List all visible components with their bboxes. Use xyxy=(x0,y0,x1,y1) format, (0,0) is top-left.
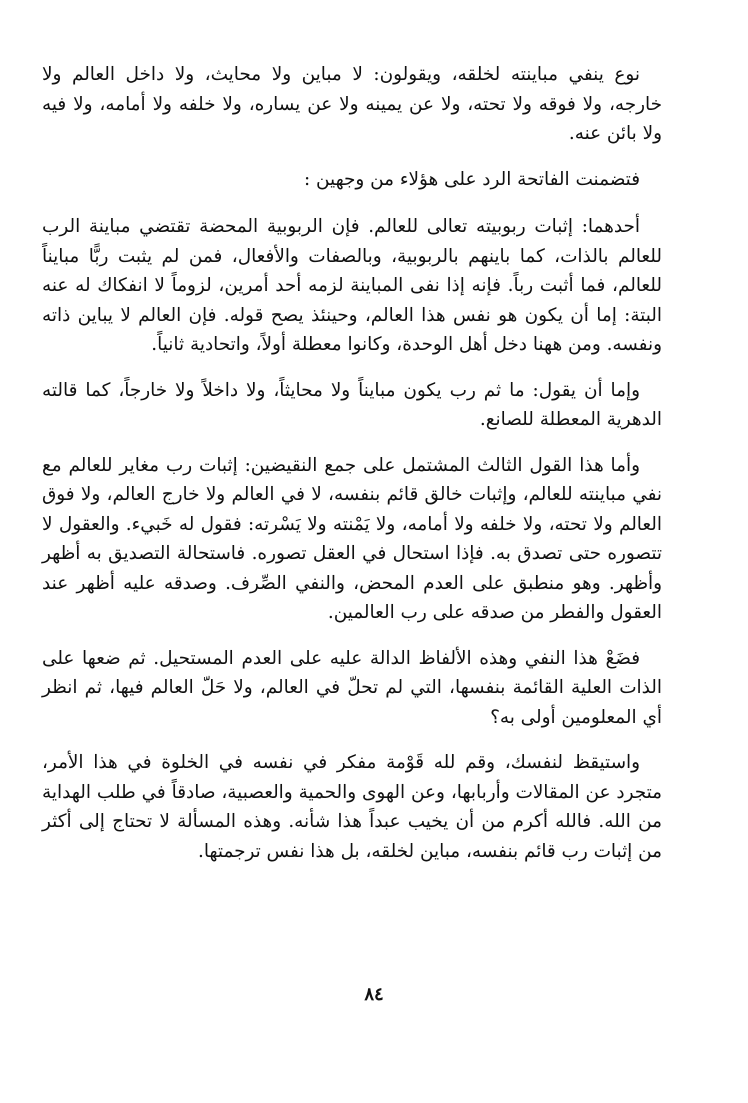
paragraph-comparison: فضَعْ هذا النفي وهذه الألفاظ الدالة عليه على العدم المستحيل. ثم ضعها على الذات العلية القائمة بنفسها، التي لم تحلّ في العالم، ولا حَلّ العالم فيها، ثم انظر أي المعلومين أولى به؟ xyxy=(42,647,662,728)
paragraph-opening: نوع ينفي مباينته لخلقه، ويقولون: لا مباين ولا محايث، ولا داخل العالم ولا خارجه، ولا فوقه ولا تحته، ولا عن يمينه ولا عن يساره، ولا خلفه ولا أمامه، ولا فيه ولا بائن عنه. xyxy=(42,64,662,144)
paragraph-first-aspect: أحدهما: إثبات ربوبيته تعالى للعالم. فإن الربوبية المحضة تقتضي مباينة الرب للعالم بالذات، كما باينهم بالربوبية، وبالصفات والأفعال، فمن لم يثبت ربًّا مبايناً للعالم، فما أثبت رباً. فإنه إذا نفى المباينة لزمه أحد أمرين، لزوماً لا انفكاك له عنه البتة: إما أن يكون هو نفس هذا العالم، وحينئذ يصح قوله. فإن العالم لا يباين ذاته ونفسه. ومن ههنا دخل أهل الوحدة، وكانوا معطلة أولاً، واتحادية ثانياً. xyxy=(42,216,662,355)
page-body xyxy=(42,60,662,882)
paragraph-third-view: وأما هذا القول الثالث المشتمل على جمع النقيضين: إثبات رب مغاير للعالم مع نفي مباينته للعالم، وإثبات خالق قائم بنفسه، لا في العالم ولا خارج العالم، ولا فوق العالم ولا تحته، ولا خلفه ولا أمامه، ولا يَمْنته ولا يَسْرته: فقول له خَبيء. والعقول لا تتصوره حتى تصدق به. فإذا استحال في العقل تصوره. فاستحالة التصديق به أظهر وأظهر. وهو منطبق على العدم المحض، والنفي الصِّرف. وصدقه عليه أظهر عند العقول والفطر من صدقه على رب العالمين. xyxy=(42,454,662,623)
page-number: ٨٤ xyxy=(364,984,384,1005)
paragraph-conclusion: واستيقظ لنفسك، وقم لله قَوْمة مفكر في نفسه في الخلوة في هذا الأمر، متجرد عن المقالات وأربابها، وعن الهوى والحمية والعصبية، صادقاً في طلب الهداية من الله. فالله أكرم من أن يخيب عبداً هذا شأنه. وهذه المسألة لا تحتاج إلى أكثر من إثبات رب قائم بنفسه، مباين لخلقه، بل هذا نفس ترجمتها. xyxy=(42,752,662,862)
paragraph-second-option: وإما أن يقول: ما ثم رب يكون مبايناً ولا محايثاً، ولا داخلاً ولا خارجاً، كما قالته الدهرية المعطلة للصانع. xyxy=(42,379,662,430)
paragraph-heading: فتضمنت الفاتحة الرد على هؤلاء من وجهين : xyxy=(303,168,640,190)
